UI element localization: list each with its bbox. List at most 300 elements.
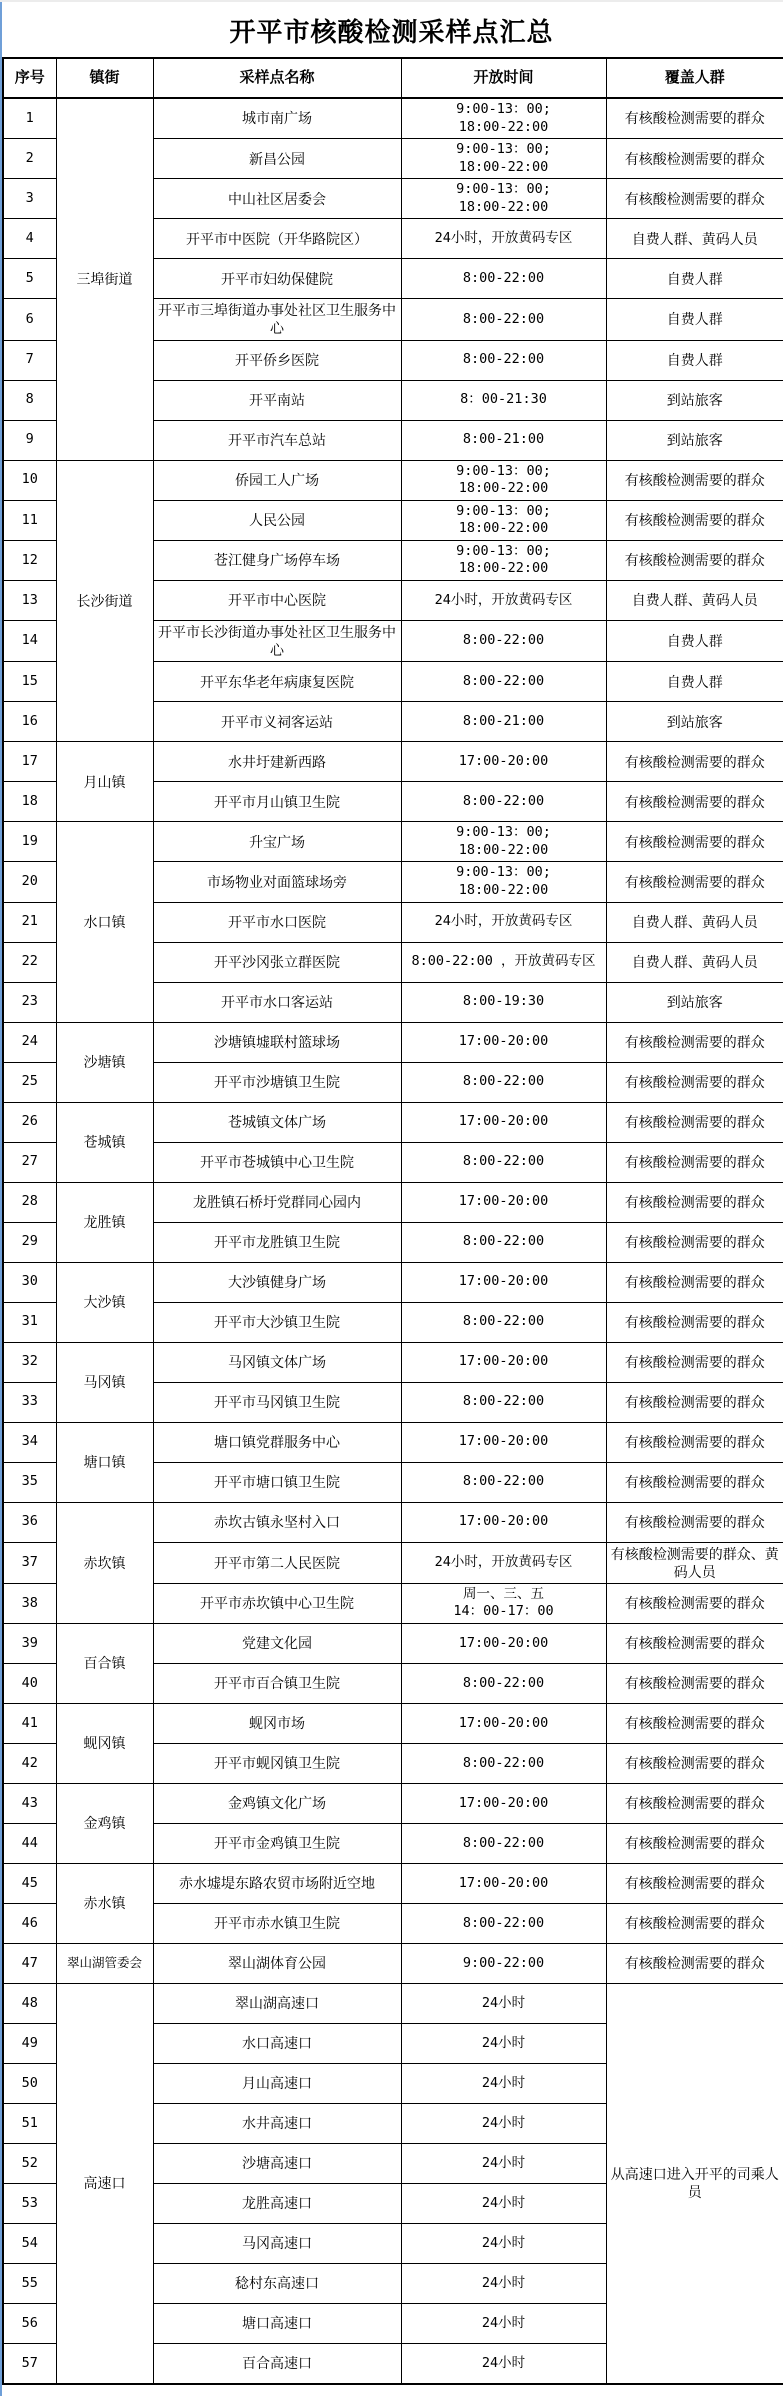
open-time-line: 24小时 [481, 2034, 526, 2051]
open-time-cell [401, 620, 606, 661]
open-time-cell [401, 1903, 606, 1943]
table-row [3, 1863, 783, 1903]
coverage-cell: 有核酸检测需要的群众 [606, 1062, 783, 1102]
open-time-line: 17:00-20:00 [458, 1113, 549, 1130]
open-time-cell [401, 662, 606, 702]
row-number-cell: 8 [3, 380, 56, 420]
site-name-cell: 开平市蚬冈镇卫生院 [153, 1743, 401, 1783]
coverage-cell: 有核酸检测需要的群众 [606, 1703, 783, 1743]
open-time-cell [401, 420, 606, 460]
open-time-line: 8:00-19:30 [462, 993, 545, 1010]
row-number-cell: 27 [3, 1142, 56, 1182]
sampling-points-table [2, 57, 783, 2385]
site-name-cell: 开平市大沙镇卫生院 [153, 1302, 401, 1342]
row-number-cell: 56 [3, 2303, 56, 2343]
town-cell: 蚬冈镇 [56, 1703, 153, 1783]
coverage-cell: 有核酸检测需要的群众 [606, 1903, 783, 1943]
row-number-cell: 5 [3, 259, 56, 299]
site-name-cell: 党建文化园 [153, 1623, 401, 1663]
coverage-cell: 有核酸检测需要的群众 [606, 139, 783, 179]
coverage-cell: 自费人群 [606, 299, 783, 340]
coverage-cell: 有核酸检测需要的群众 [606, 1863, 783, 1903]
row-number-cell: 9 [3, 420, 56, 460]
coverage-cell: 有核酸检测需要的群众 [606, 1623, 783, 1663]
site-name-cell: 开平沙冈张立群医院 [153, 942, 401, 982]
open-time-line: 9:00-13：00; [456, 141, 551, 158]
table-row [3, 1262, 783, 1302]
site-name-cell: 开平东华老年病康复医院 [153, 662, 401, 702]
coverage-cell: 有核酸检测需要的群众 [606, 1422, 783, 1462]
row-number-cell: 16 [3, 702, 56, 742]
open-time-cell [401, 580, 606, 620]
site-name-cell: 龙胜镇石桥圩党群同心园内 [153, 1182, 401, 1222]
open-time-cell [401, 1943, 606, 1983]
table-row [3, 742, 783, 782]
row-number-cell: 20 [3, 862, 56, 902]
coverage-cell: 从高速口进入开平的司乘人员 [606, 1983, 783, 2384]
open-time-cell [401, 179, 606, 219]
site-name-cell: 开平市百合镇卫生院 [153, 1663, 401, 1703]
open-time-cell [401, 2063, 606, 2103]
row-number-cell: 29 [3, 1222, 56, 1262]
coverage-cell: 有核酸检测需要的群众 [606, 1142, 783, 1182]
open-time-cell [401, 1062, 606, 1102]
site-name-cell: 沙塘镇墟联村篮球场 [153, 1022, 401, 1062]
open-time-cell [401, 2143, 606, 2183]
open-time-line: 8:00-22:00 [462, 1674, 545, 1691]
coverage-cell: 有核酸检测需要的群众 [606, 1022, 783, 1062]
open-time-cell [401, 822, 606, 862]
site-name-cell: 大沙镇健身广场 [153, 1262, 401, 1302]
open-time-cell [401, 2183, 606, 2223]
site-name-cell: 开平市龙胜镇卫生院 [153, 1222, 401, 1262]
open-time-cell [401, 1542, 606, 1583]
open-time-cell [401, 299, 606, 340]
open-time-line: 24小时 [481, 2274, 526, 2291]
row-number-cell: 28 [3, 1182, 56, 1222]
open-time-line: 17:00-20:00 [458, 753, 549, 770]
site-name-cell: 市场物业对面篮球场旁 [153, 862, 401, 902]
site-name-cell: 开平市塘口镇卫生院 [153, 1462, 401, 1502]
open-time-cell [401, 1142, 606, 1182]
row-number-cell: 31 [3, 1302, 56, 1342]
coverage-cell: 有核酸检测需要的群众 [606, 782, 783, 822]
open-time-line: 24小时 [481, 1994, 526, 2011]
site-name-cell: 开平市苍城镇中心卫生院 [153, 1142, 401, 1182]
header-town: 镇街 [56, 58, 153, 98]
open-time-line: 8:00-22:00 [462, 310, 545, 327]
site-name-cell: 塘口高速口 [153, 2303, 401, 2343]
open-time-line: 9:00-13：00; [456, 502, 551, 519]
table-row [3, 98, 783, 139]
site-name-cell: 侨园工人广场 [153, 460, 401, 500]
open-time-cell [401, 2343, 606, 2384]
site-name-cell: 开平市中医院（开华路院区） [153, 219, 401, 259]
row-number-cell: 50 [3, 2063, 56, 2103]
open-time-line: 18:00-22:00 [458, 118, 549, 135]
open-time-cell [401, 1823, 606, 1863]
town-cell: 苍城镇 [56, 1102, 153, 1182]
row-number-cell: 6 [3, 299, 56, 340]
open-time-line: 8:00-22:00 [462, 1473, 545, 1490]
open-time-line: 24小时 [481, 2074, 526, 2091]
coverage-cell: 自费人群、黄码人员 [606, 902, 783, 942]
row-number-cell: 49 [3, 2023, 56, 2063]
table-row [3, 1983, 783, 2023]
row-number-cell: 11 [3, 500, 56, 540]
town-cell: 赤水镇 [56, 1863, 153, 1943]
open-time-line: 9:00-13：00; [456, 181, 551, 198]
open-time-line: 17:00-20:00 [458, 1634, 549, 1651]
open-time-cell [401, 1422, 606, 1462]
open-time-line: 8:00-22:00 [462, 351, 545, 368]
site-name-cell: 中山社区居委会 [153, 179, 401, 219]
coverage-cell: 有核酸检测需要的群众 [606, 1342, 783, 1382]
coverage-cell: 有核酸检测需要的群众 [606, 742, 783, 782]
coverage-cell: 有核酸检测需要的群众 [606, 1783, 783, 1823]
site-name-cell: 马冈镇文体广场 [153, 1342, 401, 1382]
open-time-cell [401, 380, 606, 420]
open-time-line: 18:00-22:00 [458, 520, 549, 537]
row-number-cell: 15 [3, 662, 56, 702]
coverage-cell: 有核酸检测需要的群众 [606, 1663, 783, 1703]
coverage-cell: 有核酸检测需要的群众 [606, 500, 783, 540]
open-time-line: 9:00-22:00 [462, 1954, 545, 1971]
open-time-line: 18:00-22:00 [458, 158, 549, 175]
open-time-cell [401, 219, 606, 259]
open-time-cell [401, 98, 606, 139]
open-time-line: 18:00-22:00 [458, 881, 549, 898]
open-time-line: 18:00-22:00 [458, 198, 549, 215]
open-time-cell [401, 340, 606, 380]
site-name-cell: 开平市三埠街道办事处社区卫生服务中心 [153, 299, 401, 340]
open-time-line: 9:00-13：00; [456, 542, 551, 559]
open-time-line: 9:00-13：00; [456, 864, 551, 881]
site-name-cell: 百合高速口 [153, 2343, 401, 2384]
coverage-cell: 到站旅客 [606, 702, 783, 742]
site-name-cell: 开平市长沙街道办事处社区卫生服务中心 [153, 620, 401, 661]
open-time-line: 24小时，开放黄码专区 [434, 913, 573, 930]
open-time-line: 24小时 [481, 2354, 526, 2371]
open-time-line: 8:00-22:00 [462, 1393, 545, 1410]
table-row [3, 1502, 783, 1542]
open-time-line: 17:00-20:00 [458, 1033, 549, 1050]
row-number-cell: 4 [3, 219, 56, 259]
open-time-cell [401, 862, 606, 902]
table-row [3, 460, 783, 500]
row-number-cell: 24 [3, 1022, 56, 1062]
coverage-cell: 自费人群 [606, 340, 783, 380]
coverage-cell: 到站旅客 [606, 982, 783, 1022]
header-index: 序号 [3, 58, 56, 98]
open-time-cell [401, 139, 606, 179]
site-name-cell: 赤水墟堤东路农贸市场附近空地 [153, 1863, 401, 1903]
row-number-cell: 51 [3, 2103, 56, 2143]
town-cell: 水口镇 [56, 822, 153, 1022]
open-time-cell [401, 1502, 606, 1542]
open-time-cell [401, 1182, 606, 1222]
table-row [3, 1623, 783, 1663]
row-number-cell: 2 [3, 139, 56, 179]
open-time-cell [401, 1663, 606, 1703]
site-name-cell: 赤坎古镇永坚村入口 [153, 1502, 401, 1542]
row-number-cell: 32 [3, 1342, 56, 1382]
header-open-time: 开放时间 [401, 58, 606, 98]
site-name-cell: 升宝广场 [153, 822, 401, 862]
site-name-cell: 新昌公园 [153, 139, 401, 179]
row-number-cell: 30 [3, 1262, 56, 1302]
row-number-cell: 36 [3, 1502, 56, 1542]
row-number-cell: 40 [3, 1663, 56, 1703]
site-name-cell: 水井圩建新西路 [153, 742, 401, 782]
open-time-cell [401, 1583, 606, 1623]
row-number-cell: 33 [3, 1382, 56, 1422]
header-site-name: 采样点名称 [153, 58, 401, 98]
site-name-cell: 开平市第二人民医院 [153, 1542, 401, 1583]
open-time-cell [401, 1262, 606, 1302]
site-name-cell: 开平市中心医院 [153, 580, 401, 620]
site-name-cell: 开平市妇幼保健院 [153, 259, 401, 299]
coverage-cell: 自费人群 [606, 620, 783, 661]
open-time-line: 8:00-21:00 [462, 431, 545, 448]
site-name-cell: 开平市汽车总站 [153, 420, 401, 460]
open-time-cell [401, 742, 606, 782]
open-time-cell [401, 2223, 606, 2263]
site-name-cell: 水井高速口 [153, 2103, 401, 2143]
open-time-line: 17:00-20:00 [458, 1273, 549, 1290]
coverage-cell: 有核酸检测需要的群众 [606, 98, 783, 139]
row-number-cell: 44 [3, 1823, 56, 1863]
row-number-cell: 26 [3, 1102, 56, 1142]
open-time-line: 9:00-13：00; [456, 462, 551, 479]
row-number-cell: 46 [3, 1903, 56, 1943]
coverage-cell: 有核酸检测需要的群众、黄码人员 [606, 1542, 783, 1583]
coverage-cell: 有核酸检测需要的群众 [606, 179, 783, 219]
open-time-line: 24小时，开放黄码专区 [434, 591, 573, 608]
row-number-cell: 37 [3, 1542, 56, 1583]
open-time-line: 8:00-22:00 [462, 632, 545, 649]
row-number-cell: 3 [3, 179, 56, 219]
site-name-cell: 开平市赤坎镇中心卫生院 [153, 1583, 401, 1623]
site-name-cell: 月山高速口 [153, 2063, 401, 2103]
site-name-cell: 开平市月山镇卫生院 [153, 782, 401, 822]
open-time-line: 8:00-22:00 ，开放黄码专区 [411, 953, 596, 970]
coverage-cell: 有核酸检测需要的群众 [606, 1262, 783, 1302]
page-left-accent-line [0, 2, 2, 2396]
coverage-cell: 自费人群、黄码人员 [606, 580, 783, 620]
coverage-cell: 有核酸检测需要的群众 [606, 1462, 783, 1502]
table-row [3, 1102, 783, 1142]
row-number-cell: 41 [3, 1703, 56, 1743]
open-time-line: 8:00-22:00 [462, 1914, 545, 1931]
open-time-cell [401, 460, 606, 500]
open-time-cell [401, 1222, 606, 1262]
open-time-line: 18:00-22:00 [458, 480, 549, 497]
row-number-cell: 47 [3, 1943, 56, 1983]
row-number-cell: 35 [3, 1462, 56, 1502]
open-time-line: 17:00-20:00 [458, 1794, 549, 1811]
town-cell: 三埠街道 [56, 98, 153, 460]
open-time-cell [401, 982, 606, 1022]
coverage-cell: 有核酸检测需要的群众 [606, 1943, 783, 1983]
coverage-cell: 自费人群 [606, 662, 783, 702]
open-time-line: 8:00-21:00 [462, 713, 545, 730]
site-name-cell: 马冈高速口 [153, 2223, 401, 2263]
site-name-cell: 开平市水口客运站 [153, 982, 401, 1022]
town-cell: 赤坎镇 [56, 1502, 153, 1623]
open-time-cell [401, 500, 606, 540]
row-number-cell: 55 [3, 2263, 56, 2303]
row-number-cell: 17 [3, 742, 56, 782]
open-time-cell [401, 702, 606, 742]
open-time-line: 9:00-13：00; [456, 101, 551, 117]
open-time-cell [401, 1102, 606, 1142]
row-number-cell: 13 [3, 580, 56, 620]
site-name-cell: 开平市马冈镇卫生院 [153, 1382, 401, 1422]
open-time-line: 8:00-22:00 [462, 793, 545, 810]
row-number-cell: 43 [3, 1783, 56, 1823]
header-coverage: 覆盖人群 [606, 58, 783, 98]
site-name-cell: 塘口镇党群服务中心 [153, 1422, 401, 1462]
open-time-cell [401, 1743, 606, 1783]
site-name-cell: 蚬冈市场 [153, 1703, 401, 1743]
open-time-cell [401, 2303, 606, 2343]
open-time-line: 24小时 [481, 2314, 526, 2331]
row-number-cell: 45 [3, 1863, 56, 1903]
open-time-cell [401, 782, 606, 822]
coverage-cell: 自费人群、黄码人员 [606, 942, 783, 982]
row-number-cell: 12 [3, 540, 56, 580]
open-time-line: 17:00-20:00 [458, 1353, 549, 1370]
coverage-cell: 有核酸检测需要的群众 [606, 862, 783, 902]
site-name-cell: 苍江健身广场停车场 [153, 540, 401, 580]
coverage-cell: 自费人群 [606, 259, 783, 299]
table-header-row [3, 58, 783, 98]
row-number-cell: 14 [3, 620, 56, 661]
open-time-line: 8:00-22:00 [462, 1313, 545, 1330]
open-time-line: 24小时，开放黄码专区 [434, 230, 573, 246]
coverage-cell: 有核酸检测需要的群众 [606, 1182, 783, 1222]
coverage-cell: 有核酸检测需要的群众 [606, 460, 783, 500]
table-row [3, 1022, 783, 1062]
open-time-cell [401, 1382, 606, 1422]
open-time-cell [401, 1022, 606, 1062]
coverage-cell: 有核酸检测需要的群众 [606, 1743, 783, 1783]
row-number-cell: 22 [3, 942, 56, 982]
open-time-cell [401, 1462, 606, 1502]
open-time-line: 24小时 [481, 2114, 526, 2131]
open-time-cell [401, 1342, 606, 1382]
open-time-cell [401, 942, 606, 982]
coverage-cell: 到站旅客 [606, 420, 783, 460]
row-number-cell: 7 [3, 340, 56, 380]
row-number-cell: 39 [3, 1623, 56, 1663]
open-time-line: 24小时 [481, 2234, 526, 2251]
site-name-cell: 沙塘高速口 [153, 2143, 401, 2183]
table-row [3, 822, 783, 862]
site-name-cell: 水口高速口 [153, 2023, 401, 2063]
open-time-line: 18:00-22:00 [458, 841, 549, 858]
row-number-cell: 52 [3, 2143, 56, 2183]
site-name-cell: 开平侨乡医院 [153, 340, 401, 380]
town-cell: 金鸡镇 [56, 1783, 153, 1863]
row-number-cell: 1 [3, 98, 56, 139]
town-cell: 长沙街道 [56, 460, 153, 742]
town-cell: 塘口镇 [56, 1422, 153, 1502]
row-number-cell: 19 [3, 822, 56, 862]
open-time-line: 14：00-17：00 [453, 1603, 554, 1620]
coverage-cell: 有核酸检测需要的群众 [606, 1502, 783, 1542]
open-time-line: 8:00-22:00 [462, 1834, 545, 1851]
open-time-line: 17:00-20:00 [458, 1714, 549, 1731]
open-time-line: 18:00-22:00 [458, 560, 549, 577]
town-cell: 马冈镇 [56, 1342, 153, 1422]
site-name-cell: 稔村东高速口 [153, 2263, 401, 2303]
row-number-cell: 34 [3, 1422, 56, 1462]
row-number-cell: 48 [3, 1983, 56, 2023]
open-time-cell [401, 1783, 606, 1823]
site-name-cell: 开平市赤水镇卫生院 [153, 1903, 401, 1943]
site-name-cell: 龙胜高速口 [153, 2183, 401, 2223]
open-time-line: 周一、三、五 [463, 1585, 544, 1602]
coverage-cell: 到站旅客 [606, 380, 783, 420]
site-name-cell: 开平市义祠客运站 [153, 702, 401, 742]
open-time-cell [401, 2103, 606, 2143]
open-time-line: 8:00-22:00 [462, 1754, 545, 1771]
row-number-cell: 57 [3, 2343, 56, 2384]
site-name-cell: 开平市水口医院 [153, 902, 401, 942]
open-time-cell [401, 1983, 606, 2023]
coverage-cell: 有核酸检测需要的群众 [606, 1823, 783, 1863]
site-name-cell: 开平市沙塘镇卫生院 [153, 1062, 401, 1102]
town-cell: 龙胜镇 [56, 1182, 153, 1262]
table-row [3, 1422, 783, 1462]
open-time-line: 24小时 [481, 2194, 526, 2211]
open-time-cell [401, 1302, 606, 1342]
open-time-line: 17:00-20:00 [458, 1193, 549, 1210]
open-time-line: 8:00-22:00 [462, 1233, 545, 1250]
row-number-cell: 38 [3, 1583, 56, 1623]
open-time-line: 8:00-22:00 [462, 270, 545, 286]
town-cell: 月山镇 [56, 742, 153, 822]
open-time-cell [401, 2263, 606, 2303]
site-name-cell: 开平市金鸡镇卫生院 [153, 1823, 401, 1863]
open-time-line: 24小时 [481, 2154, 526, 2171]
table-row [3, 1182, 783, 1222]
open-time-line: 24小时，开放黄码专区 [434, 1553, 573, 1570]
open-time-cell [401, 1623, 606, 1663]
coverage-cell: 有核酸检测需要的群众 [606, 822, 783, 862]
site-name-cell: 翠山湖高速口 [153, 1983, 401, 2023]
table-row [3, 1783, 783, 1823]
row-number-cell: 21 [3, 902, 56, 942]
table-row [3, 1703, 783, 1743]
open-time-cell [401, 2023, 606, 2063]
open-time-line: 8：00-21:30 [460, 391, 547, 408]
open-time-line: 8:00-22:00 [462, 1073, 545, 1090]
table-row [3, 1943, 783, 1983]
row-number-cell: 25 [3, 1062, 56, 1102]
coverage-cell: 有核酸检测需要的群众 [606, 1102, 783, 1142]
row-number-cell: 10 [3, 460, 56, 500]
site-name-cell: 翠山湖体育公园 [153, 1943, 401, 1983]
row-number-cell: 53 [3, 2183, 56, 2223]
open-time-cell [401, 259, 606, 299]
row-number-cell: 23 [3, 982, 56, 1022]
open-time-line: 9:00-13：00; [456, 824, 551, 841]
town-cell: 翠山湖管委会 [56, 1943, 153, 1983]
row-number-cell: 18 [3, 782, 56, 822]
